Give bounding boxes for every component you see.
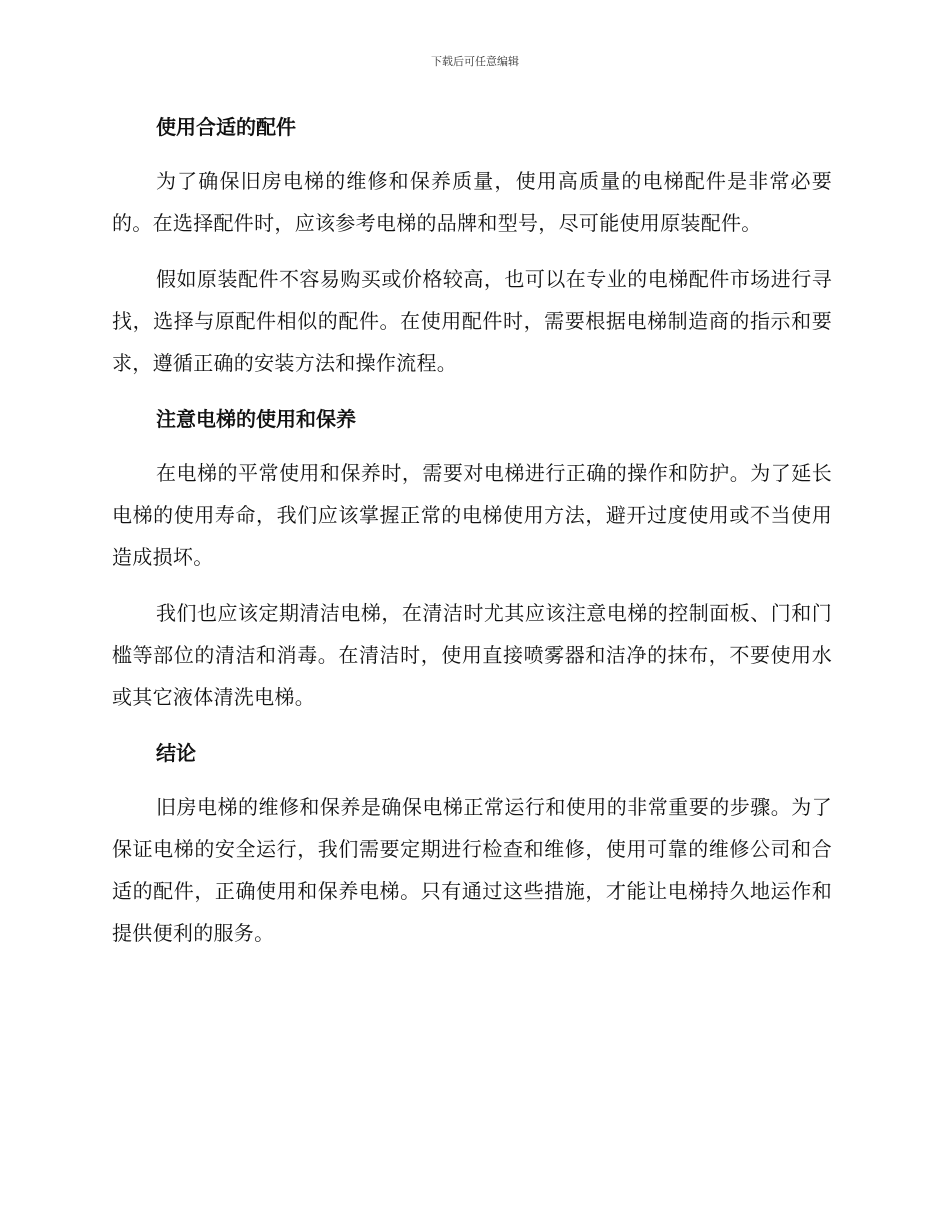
section-heading: 注意电梯的使用和保养 <box>156 407 356 431</box>
document-body <box>112 106 832 968</box>
paragraph: 假如原装配件不容易购买或价格较高，也可以在专业的电梯配件市场进行寻找，选择与原配件相似的配件。在使用配件时，需要根据电梯制造商的指示和要求，遵循正确的安装方法和操作流程。 <box>112 267 832 375</box>
paragraph: 为了确保旧房电梯的维修和保养质量，使用高质量的电梯配件是非常必要的。在选择配件时，应该参考电梯的品牌和型号，尽可能使用原装配件。 <box>112 169 832 235</box>
section-heading: 使用合适的配件 <box>156 115 296 139</box>
paragraph: 旧房电梯的维修和保养是确保电梯正常运行和使用的非常重要的步骤。为了保证电梯的安全运行，我们需要定期进行检查和维修，使用可靠的维修公司和合适的配件，正确使用和保养电梯。只有通过这些措施，才能让电梯持久地运作和提供便利的服务。 <box>112 795 832 945</box>
page-header: 下载后可任意编辑 <box>431 55 519 68</box>
paragraph: 在电梯的平常使用和保养时，需要对电梯进行正确的操作和防护。为了延长电梯的使用寿命，我们应该掌握正常的电梯使用方法，避开过度使用或不当使用造成损坏。 <box>112 461 832 569</box>
paragraph: 我们也应该定期清洁电梯，在清洁时尤其应该注意电梯的控制面板、门和门槛等部位的清洁和消毒。在清洁时，使用直接喷雾器和洁净的抹布，不要使用水或其它液体清洗电梯。 <box>112 601 832 709</box>
section-heading: 结论 <box>156 741 196 765</box>
